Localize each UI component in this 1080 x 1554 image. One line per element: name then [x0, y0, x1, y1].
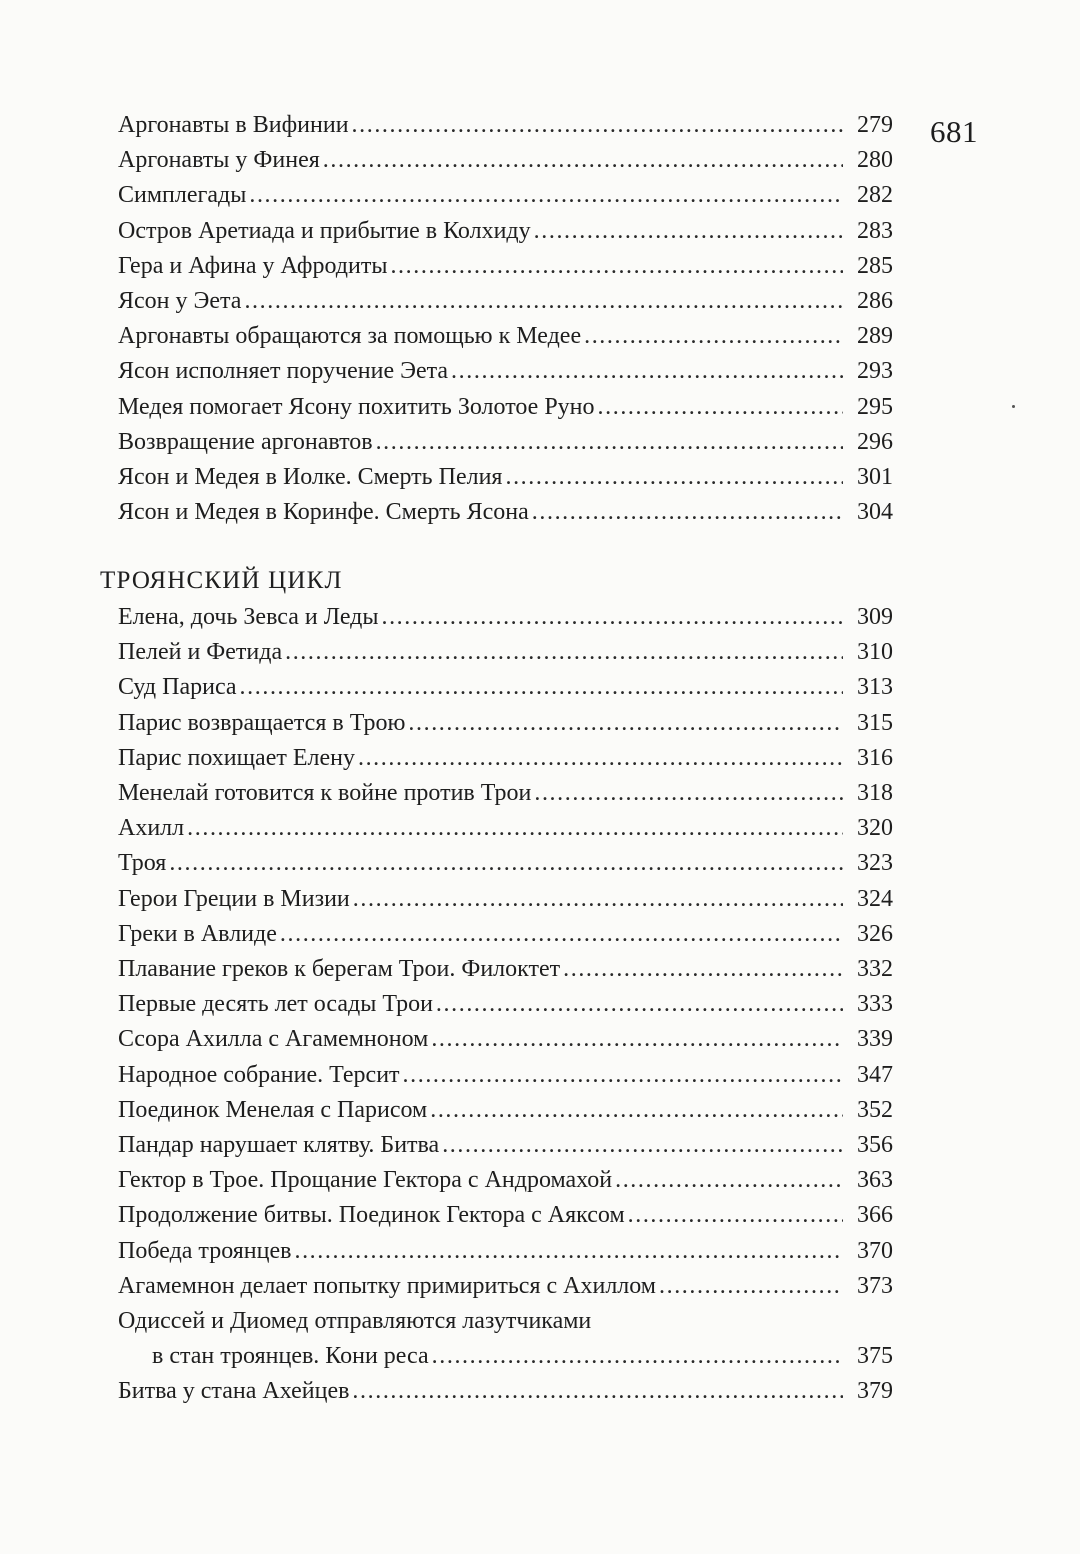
- toc-entry-title: Плавание греков к берегам Трои. Филоктет: [118, 956, 561, 982]
- toc-entry-page: 375: [857, 1343, 893, 1369]
- toc-entry: [118, 776, 893, 810]
- dot-leader: [169, 846, 843, 880]
- dot-leader: [431, 1022, 843, 1056]
- toc-entry: [118, 670, 893, 704]
- toc-entry: [118, 143, 893, 177]
- toc-entry: [118, 1198, 893, 1232]
- toc-entry: [118, 917, 893, 951]
- dot-leader: [563, 952, 843, 986]
- toc-entry-title: Елена, дочь Зевса и Леды: [118, 604, 379, 630]
- dot-leader: [532, 495, 843, 529]
- toc-entry-page: 282: [857, 182, 893, 209]
- toc-entry: [118, 952, 893, 986]
- page-number: 681: [930, 114, 978, 149]
- toc-entry-title: Менелай готовится к войне против Трои: [118, 780, 532, 806]
- dot-leader: [280, 917, 843, 951]
- toc-entry-title: Народное собрание. Терсит: [118, 1061, 400, 1088]
- dot-leader: [505, 460, 843, 494]
- toc-entry: [118, 425, 893, 459]
- toc-entry-title: Ссора Ахилла с Агамемноном: [118, 1026, 429, 1053]
- toc-entry-title: Герои Греции в Мизии: [118, 885, 350, 912]
- toc-entry-title: Ахилл: [118, 815, 185, 842]
- dot-leader: [615, 1163, 843, 1197]
- dot-leader: [598, 390, 843, 424]
- toc-entry-page: 366: [857, 1202, 893, 1229]
- toc-entry: [118, 284, 893, 318]
- toc-entry-title: Агамемнон делает попытку примириться с Ахиллом: [118, 1272, 656, 1299]
- toc-entry-page: 333: [857, 991, 893, 1018]
- toc-entry-page: 280: [857, 147, 893, 174]
- toc-entry: [118, 1058, 893, 1092]
- toc-entry-page: 289: [857, 323, 893, 350]
- toc-entry: [118, 390, 893, 424]
- dot-leader: [390, 249, 843, 283]
- toc-entry-title: Продолжение битвы. Поединок Гектора с Аяксом: [118, 1202, 625, 1229]
- toc-entry: [118, 846, 893, 880]
- toc-entry-page: 286: [857, 288, 893, 314]
- dot-leader: [628, 1198, 843, 1232]
- toc-entry: [118, 600, 893, 634]
- toc-entry-title: Победа троянцев: [118, 1237, 292, 1264]
- toc-entry-page: 356: [857, 1132, 893, 1158]
- toc-entry-page: 347: [857, 1061, 893, 1088]
- dot-leader: [376, 425, 843, 459]
- dot-leader: [352, 108, 843, 142]
- toc-entry-page: 295: [857, 393, 893, 420]
- dot-leader: [403, 1058, 843, 1092]
- toc-entry-title: Ясон и Медея в Иолке. Смерть Пелия: [118, 464, 503, 490]
- toc-entry-page: 310: [857, 639, 893, 666]
- toc-entry-title: Греки в Авлиде: [118, 920, 277, 947]
- toc-entry-page: 320: [857, 815, 893, 842]
- toc-entry-title: Остров Аретиада и прибытие в Колхиду: [118, 217, 531, 244]
- dot-leader: [432, 1339, 843, 1373]
- toc-entry: [118, 1374, 893, 1408]
- dot-leader: [381, 600, 843, 634]
- toc-entry: [118, 741, 893, 775]
- dot-leader: [534, 214, 843, 248]
- toc-entry-title-continued: в стан троянцев. Кони реса: [152, 1343, 429, 1369]
- toc-entry-page: 309: [857, 604, 893, 630]
- toc-entry-page: 279: [857, 112, 893, 138]
- toc-entry-page: 379: [857, 1378, 893, 1405]
- toc-entry: [118, 495, 893, 529]
- dot-leader: [436, 987, 843, 1021]
- toc-entry: [118, 354, 893, 388]
- toc-entry: [118, 1128, 893, 1162]
- toc-entry: [118, 1022, 893, 1056]
- toc-entry-title: Ясон и Медея в Коринфе. Смерть Ясона: [118, 499, 529, 526]
- toc-entry: [118, 460, 893, 494]
- toc-entry-page: 323: [857, 850, 893, 877]
- dot-leader: [240, 670, 843, 704]
- toc-entry-page: 283: [857, 217, 893, 244]
- dot-leader: [534, 776, 843, 810]
- toc-entry-page: 301: [857, 464, 893, 490]
- toc-entry: [118, 1304, 893, 1374]
- section-heading: ТРОЯНСКИЙ ЦИКЛ: [100, 567, 343, 594]
- toc-entry-title: Симплегады: [118, 182, 247, 209]
- dot-leader: [358, 741, 843, 775]
- toc-entry-title: Аргонавты у Финея: [118, 147, 320, 174]
- toc-entry-page: 373: [857, 1272, 893, 1299]
- toc-entry-page: 316: [857, 744, 893, 771]
- toc-entry: [118, 882, 893, 916]
- toc-entry-page: 352: [857, 1096, 893, 1123]
- toc-entry-title: Гера и Афина у Афродиты: [118, 252, 388, 279]
- toc-entry-page: 339: [857, 1026, 893, 1053]
- dot-leader: [430, 1093, 843, 1127]
- toc-entry-page: 370: [857, 1237, 893, 1264]
- dot-leader: [352, 1374, 843, 1408]
- toc-entry-title: Битва у стана Ахейцев: [118, 1378, 350, 1405]
- toc-entry: [118, 635, 893, 669]
- toc-entry-title: Поединок Менелая с Парисом: [118, 1096, 428, 1123]
- toc-entry: [118, 811, 893, 845]
- toc-entry-title: Медея помогает Ясону похитить Золотое Руно: [118, 393, 595, 420]
- toc-entry: [118, 1093, 893, 1127]
- dot-leader: [659, 1269, 843, 1303]
- toc-entry-title: Первые десять лет осады Трои: [118, 991, 433, 1018]
- toc-entry-title: Пелей и Фетида: [118, 639, 283, 666]
- dot-leader: [353, 882, 843, 916]
- toc-entry: [118, 1234, 893, 1268]
- toc-entry-page: 304: [857, 499, 893, 526]
- toc-entry: [118, 319, 893, 353]
- toc-entry: [118, 214, 893, 248]
- toc-entry-title: Аргонавты в Вифинии: [118, 112, 349, 138]
- dot-leader: [187, 811, 843, 845]
- dot-leader: [451, 354, 843, 388]
- toc-entry-title: Гектор в Трое. Прощание Гектора с Андромахой: [118, 1167, 613, 1194]
- toc-entry: [118, 1163, 893, 1197]
- toc-entry-page: 363: [857, 1167, 893, 1194]
- toc-entry-title: Возвращение аргонавтов: [118, 428, 373, 455]
- dot-leader: [408, 706, 843, 740]
- toc-entry: [118, 108, 893, 142]
- toc-entry: [118, 706, 893, 740]
- toc-entry-page: 324: [857, 885, 893, 912]
- toc-entry: [118, 249, 893, 283]
- toc-entry-page: 313: [857, 674, 893, 701]
- dot-leader: [244, 284, 843, 318]
- toc-entry-page: 318: [857, 780, 893, 806]
- toc-entry-title: Парис возвращается в Трою: [118, 709, 406, 736]
- toc-entry-page: 293: [857, 358, 893, 385]
- toc-entry-page: 332: [857, 956, 893, 982]
- toc-entry-title: Аргонавты обращаются за помощью к Медее: [118, 323, 582, 350]
- toc-entry-title: Пандар нарушает клятву. Битва: [118, 1132, 440, 1158]
- toc-entry: [118, 987, 893, 1021]
- toc-entry-title: Одиссей и Диомед отправляются лазутчиками: [118, 1308, 592, 1334]
- dot-leader: [584, 319, 843, 353]
- print-speck: [1012, 405, 1015, 408]
- toc-entry: [118, 1269, 893, 1303]
- toc-entry-title: Троя: [118, 850, 167, 877]
- dot-leader: [285, 635, 843, 669]
- toc-entry-page: 296: [857, 428, 893, 455]
- dot-leader: [323, 143, 843, 177]
- toc-entry-page: 285: [857, 252, 893, 279]
- toc-entry-title: Ясон у Эета: [118, 288, 242, 314]
- toc-entry: [118, 178, 893, 212]
- toc-entry-title: Суд Париса: [118, 674, 237, 701]
- toc-entry-page: 315: [857, 709, 893, 736]
- dot-leader: [294, 1234, 843, 1268]
- dot-leader: [249, 178, 843, 212]
- toc-entry-title: Ясон исполняет поручение Эета: [118, 358, 449, 385]
- toc-entry-title: Парис похищает Елену: [118, 744, 355, 771]
- dot-leader: [442, 1128, 843, 1162]
- toc-entry-page: 326: [857, 920, 893, 947]
